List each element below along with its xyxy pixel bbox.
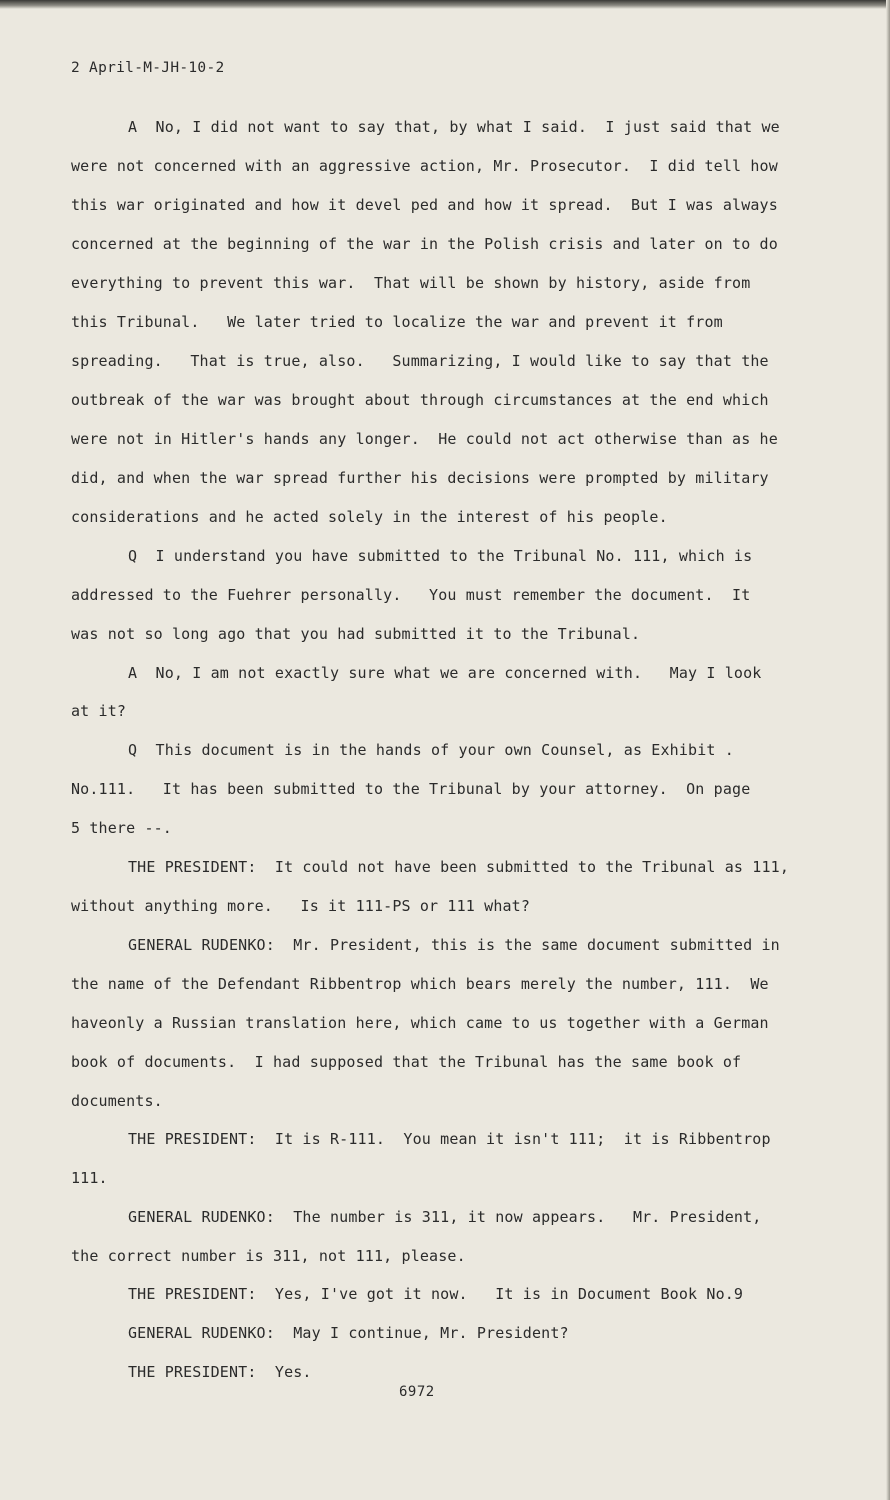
text-line: GENERAL RUDENKO: Mr. President, this is the same document submitted in — [128, 936, 780, 954]
text-line: THE PRESIDENT: Yes. — [128, 1363, 312, 1381]
page-number: 6972 — [399, 1384, 435, 1400]
text-line: A No, I did not want to say that, by what I said. I just said that we — [128, 118, 780, 136]
text-line: considerations and he acted solely in the interest of his people. — [71, 508, 668, 526]
text-line: without anything more. Is it 111-PS or 111 what? — [71, 897, 531, 915]
text-line: THE PRESIDENT: Yes, I've got it now. It is in Document Book No.9 — [128, 1285, 744, 1303]
page-top-edge — [0, 0, 890, 9]
text-line: this Tribunal. We later tried to localize the war and prevent it from — [71, 313, 723, 331]
text-line: Q I understand you have submitted to the Tribunal No. 111, which is — [128, 547, 753, 565]
text-line: spreading. That is true, also. Summarizing, I would like to say that the — [71, 352, 769, 370]
text-line: 5 there --. — [71, 819, 172, 837]
text-line: 111. — [71, 1169, 108, 1187]
text-line: were not concerned with an aggressive action, Mr. Prosecutor. I did tell how — [71, 157, 778, 175]
text-line: outbreak of the war was brought about through circumstances at the end which — [71, 391, 769, 409]
text-line: did, and when the war spread further his decisions were prompted by military — [71, 469, 769, 487]
page-reference-header: 2 April-M-JH-10-2 — [71, 60, 225, 76]
text-line: the name of the Defendant Ribbentrop which bears merely the number, 111. We — [71, 975, 769, 993]
text-line: concerned at the beginning of the war in the Polish crisis and later on to do — [71, 235, 778, 253]
text-line: was not so long ago that you had submitted it to the Tribunal. — [71, 625, 641, 643]
text-line: this war originated and how it devel ped and how it spread. But I was always — [71, 196, 778, 214]
text-line: documents. — [71, 1092, 163, 1110]
text-line: everything to prevent this war. That will be shown by history, aside from — [71, 274, 751, 292]
text-line: at it? — [71, 702, 127, 720]
text-line: book of documents. I had supposed that the Tribunal has the same book of — [71, 1053, 742, 1071]
text-line: haveonly a Russian translation here, which came to us together with a German — [71, 1014, 769, 1032]
text-line: the correct number is 311, not 111, please. — [71, 1247, 466, 1265]
text-line: were not in Hitler's hands any longer. He could not act otherwise than as he — [71, 430, 778, 448]
text-line: GENERAL RUDENKO: May I continue, Mr. President? — [128, 1324, 569, 1342]
text-line: addressed to the Fuehrer personally. You must remember the document. It — [71, 586, 751, 604]
text-line: A No, I am not exactly sure what we are concerned with. May I look — [128, 664, 762, 682]
text-line: THE PRESIDENT: It could not have been submitted to the Tribunal as 111, — [128, 858, 790, 876]
text-line: No.111. It has been submitted to the Tribunal by your attorney. On page — [71, 780, 751, 798]
text-line: GENERAL RUDENKO: The number is 311, it now appears. Mr. President, — [128, 1208, 762, 1226]
page-right-edge — [886, 0, 890, 1500]
text-line: THE PRESIDENT: It is R-111. You mean it isn't 111; it is Ribbentrop — [128, 1130, 771, 1148]
text-line: Q This document is in the hands of your own Counsel, as Exhibit . — [128, 741, 734, 759]
